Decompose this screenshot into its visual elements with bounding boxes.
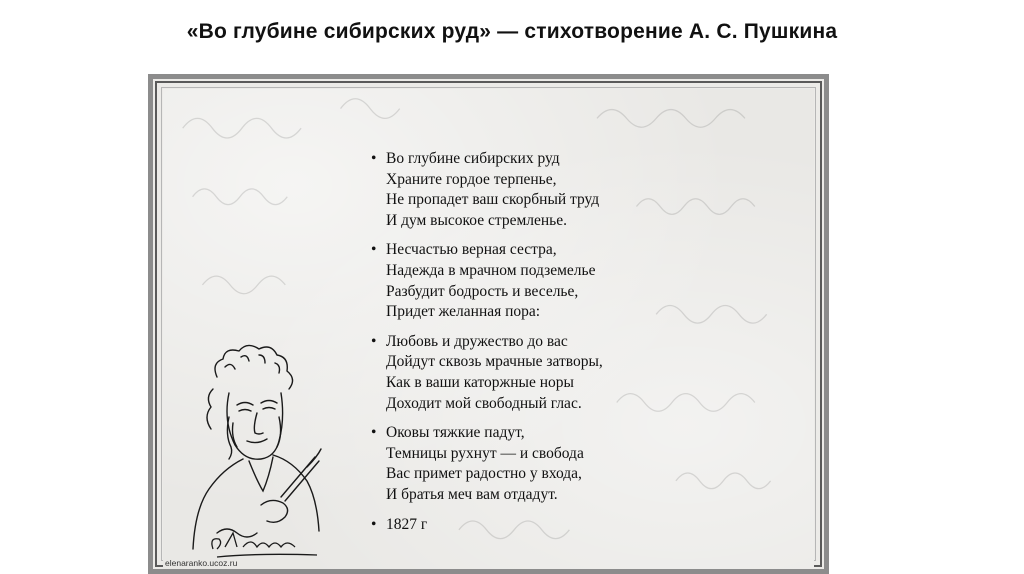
bullet: • <box>371 332 377 350</box>
poem-line: Дойдут сквозь мрачные затворы, <box>386 353 603 371</box>
stanza-4 <box>371 423 671 505</box>
bullet: • <box>371 424 377 442</box>
poem-line: Доходит мой свободный глас. <box>386 394 582 412</box>
poem-line: Разбудит бодрость и веселье, <box>386 282 579 300</box>
bullet: • <box>371 150 377 167</box>
poem-text <box>371 149 671 544</box>
poem-line: Придет желанная пора: <box>386 303 541 321</box>
poem-line: Темницы рухнут — и свобода <box>386 444 584 462</box>
poem-year: 1827 г <box>386 515 428 533</box>
bullet: • <box>371 241 377 259</box>
poem-line: Не пропадет ваш скорбный труд <box>386 191 600 209</box>
poem-line: Вас примет радостно у входа, <box>386 465 582 483</box>
stanza-3 <box>371 332 671 414</box>
poem-line: Как в ваши каторжные норы <box>386 373 574 391</box>
poem-line: Несчастью верная сестра, <box>386 241 557 259</box>
stanza-2 <box>371 240 671 322</box>
source-watermark: elenaranko.ucoz.ru <box>165 558 238 568</box>
poem-line: Надежда в мрачном подземелье <box>386 261 596 279</box>
poem-line: И дум высокое стремленье. <box>386 211 567 229</box>
year-item <box>371 515 671 536</box>
poem-frame <box>148 74 829 574</box>
parchment-background <box>163 89 814 569</box>
bullet: • <box>371 515 377 533</box>
pushkin-portrait-sketch <box>177 337 347 567</box>
poem-line: И братья меч вам отдадут. <box>386 485 558 503</box>
poem-line: Любовь и дружество до вас <box>386 332 568 350</box>
stanza-1 <box>371 149 671 231</box>
poem-line: Во глубине сибирских руд <box>386 150 560 167</box>
poem-line: Оковы тяжкие падут, <box>386 424 525 442</box>
poem-line: Храните гордое терпенье, <box>386 170 557 188</box>
slide-title: «Во глубине сибирских руд» — стихотворение А. С. Пушкина <box>186 20 838 43</box>
